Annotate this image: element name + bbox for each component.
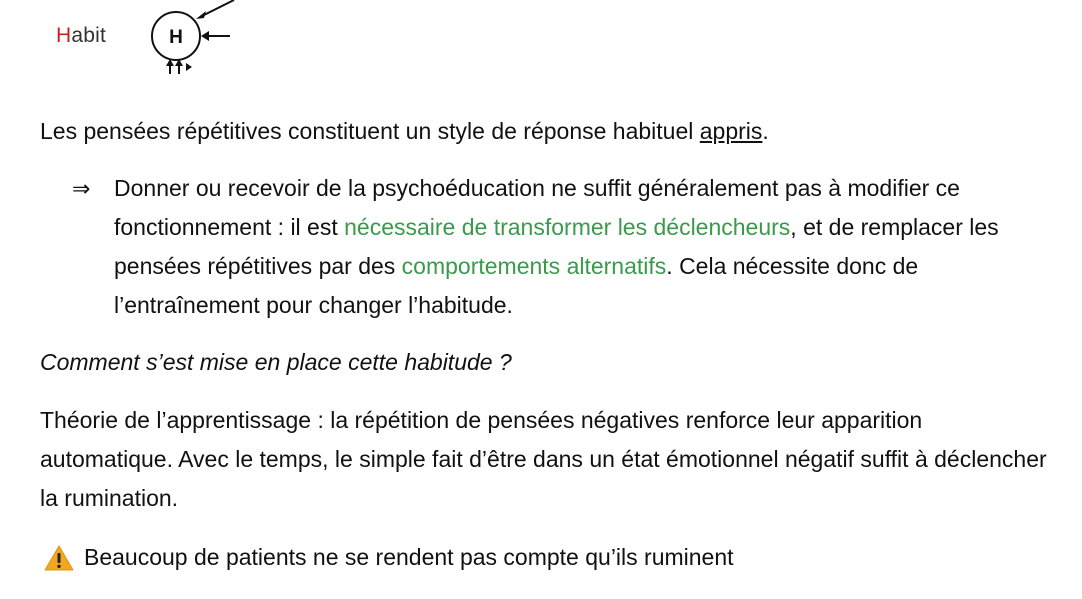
implication-part-1: Donner ou recevoir de la psychoéducation ne suffit généralement pas à modifier ce fonctionnement : il est <box>114 175 960 240</box>
habit-node-diagram <box>146 0 246 82</box>
incoming-arrow-top <box>200 0 234 17</box>
intro-text: Les pensées répétitives constituent un style de réponse habituel <box>40 118 700 144</box>
intro-underlined-word: appris <box>699 118 763 144</box>
incoming-arrow-right-head <box>201 31 209 41</box>
implication-arrow-icon: ⇒ <box>72 176 91 201</box>
implication-part-3: . Cela nécessite donc de l’entraînement pour changer l’habitude. <box>114 253 919 318</box>
habit-label-first-letter: H <box>56 24 72 47</box>
theory-paragraph: Théorie de l’apprentissage : la répétition de pensées négatives renforce leur apparition automatique. Avec le temps, le simple fait d’être dans un état émotionnel négatif suffit à déclencher la rumination. <box>40 407 1047 511</box>
implication-paragraph <box>114 169 1054 325</box>
implication-highlight-2: comportements alternatifs <box>401 253 667 279</box>
incoming-arrow-top-head <box>196 11 206 19</box>
question-heading: Comment s’est mise en place cette habitude ? <box>40 349 512 375</box>
habit-label-rest: abit <box>71 24 107 47</box>
implication-highlight-1: nécessaire de transformer les déclencheurs <box>344 214 791 240</box>
implication-part-2: , et de remplacer les pensées répétitives par des <box>114 214 999 279</box>
intro-end: . <box>762 118 769 144</box>
habit-label <box>56 24 106 48</box>
intro-paragraph <box>40 112 769 151</box>
incoming-arrow-bottom-3 <box>186 63 192 71</box>
habit-node-letter: H <box>169 27 183 48</box>
warning-text: Beaucoup de patients ne se rendent pas compte qu’ils ruminent <box>84 544 734 570</box>
habit-diagram <box>42 0 242 82</box>
warning-icon <box>44 544 74 572</box>
